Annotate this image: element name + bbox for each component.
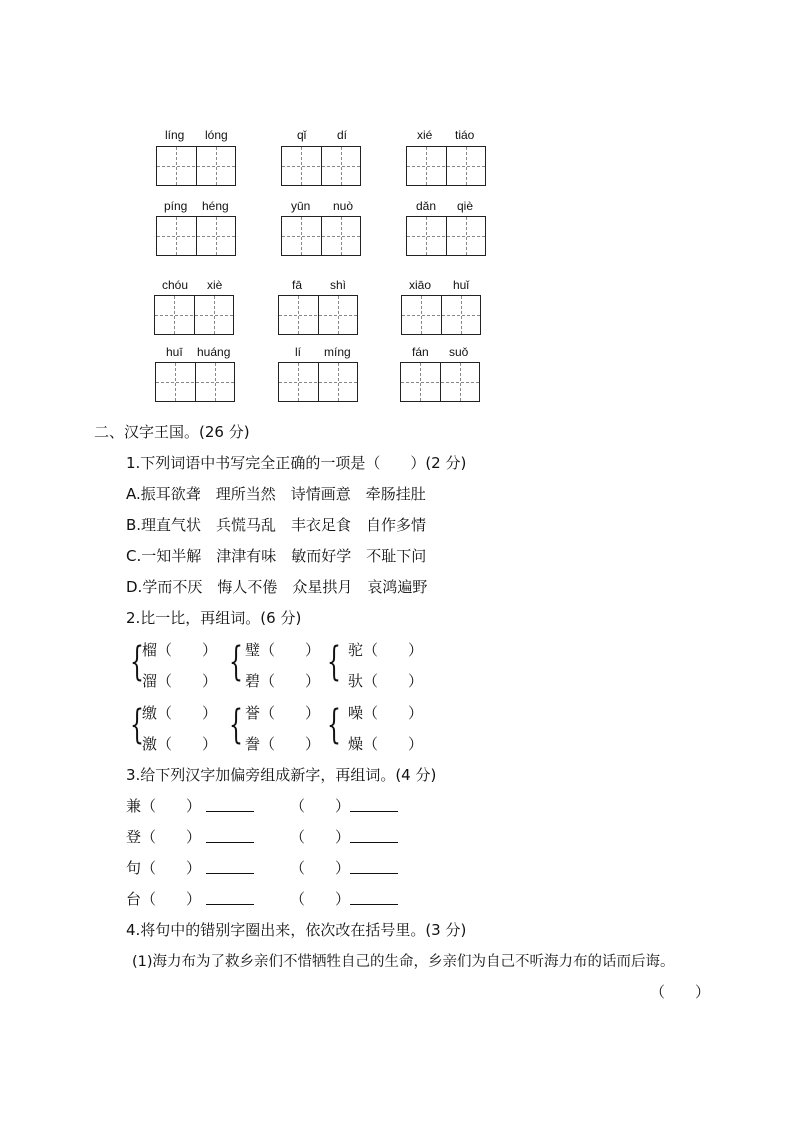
writing-grid[interactable] (154, 295, 234, 335)
answer-blank[interactable] (350, 811, 398, 812)
writing-grid[interactable] (401, 295, 481, 335)
answer-blank[interactable] (206, 904, 254, 905)
pinyin: lí (295, 345, 301, 359)
option-d: D.学而不厌 悔人不倦 众星拱月 哀鸿遍野 (126, 578, 428, 596)
question-1-stem: 1.下列词语中书写完全正确的一项是（ ）(2 分) (126, 454, 467, 472)
pinyin: píng (164, 199, 188, 213)
compare-item: 誊（ ） (245, 735, 321, 753)
section-title: 二、汉字王国。(26 分) (94, 423, 250, 441)
writing-grid[interactable] (156, 146, 236, 186)
compare-item: 驼（ ） (348, 641, 424, 659)
answer-blank[interactable] (350, 842, 398, 843)
radical-item: （ ） (290, 797, 351, 815)
compare-item: 燥（ ） (348, 735, 424, 753)
pinyin: qiè (457, 199, 474, 213)
radical-item: 登（ ） (126, 828, 202, 846)
pinyin: dí (337, 128, 348, 142)
compare-item: 碧（ ） (245, 672, 321, 690)
answer-blank[interactable] (206, 873, 254, 874)
answer-blank[interactable] (206, 811, 254, 812)
writing-grid[interactable] (281, 216, 361, 256)
pinyin: nuò (333, 199, 354, 213)
radical-item: （ ） (290, 828, 351, 846)
pinyin: lóng (205, 128, 228, 142)
compare-item: 榴（ ） (142, 641, 218, 659)
compare-item: 誉（ ） (245, 704, 321, 722)
pinyin: suǒ (449, 345, 469, 359)
compare-item: 驮（ ） (348, 672, 424, 690)
pinyin: tiáo (455, 128, 475, 142)
answer-blank[interactable] (350, 904, 398, 905)
question-2-stem: 2.比一比，再组词。(6 分) (126, 609, 302, 627)
option-b: B.理直气状 兵慌马乱 丰衣足食 自作多情 (126, 516, 427, 534)
option-c: C.一知半解 津津有味 敏而好学 不耻下问 (126, 547, 427, 565)
answer-box[interactable]: （ ） (650, 983, 711, 1001)
pinyin: huáng (197, 345, 231, 359)
pinyin: dǎn (416, 199, 437, 213)
brace: { (229, 639, 243, 685)
writing-grid[interactable] (156, 216, 236, 256)
pinyin: fā (292, 278, 303, 292)
brace: { (229, 702, 243, 748)
compare-item: 缴（ ） (142, 704, 218, 722)
compare-item: 噪（ ） (348, 704, 424, 722)
pinyin: huǐ (453, 278, 470, 292)
brace: { (327, 702, 341, 748)
pinyin: héng (202, 199, 229, 213)
pinyin: huī (166, 345, 183, 359)
pinyin: chóu (162, 278, 189, 292)
brace: { (130, 639, 144, 685)
compare-item: 溜（ ） (142, 672, 218, 690)
pinyin: qǐ (297, 128, 307, 142)
radical-item: 兼（ ） (126, 797, 202, 815)
radical-item: （ ） (290, 859, 351, 877)
writing-grid[interactable] (155, 362, 235, 402)
answer-blank[interactable] (206, 842, 254, 843)
question-3-stem: 3.给下列汉字加偏旁组成新字，再组词。(4 分) (126, 766, 437, 784)
option-a: A.振耳欲聋 理所当然 诗情画意 牵肠挂肚 (126, 485, 426, 503)
writing-grid[interactable] (278, 295, 358, 335)
pinyin: míng (324, 345, 351, 359)
question-4-sentence: (1)海力布为了救乡亲们不惜牺牲自己的生命，乡亲们为自己不听海力布的话而后诲。 (132, 954, 675, 970)
compare-item: 激（ ） (142, 735, 218, 753)
brace: { (327, 639, 341, 685)
radical-item: 台（ ） (126, 890, 202, 908)
writing-grid[interactable] (278, 362, 358, 402)
question-4-stem: 4.将句中的错别字圈出来，依次改在括号里。(3 分) (126, 921, 467, 939)
writing-grid[interactable] (406, 146, 486, 186)
radical-item: 句（ ） (126, 859, 202, 877)
answer-blank[interactable] (350, 873, 398, 874)
pinyin: xiāo (409, 278, 432, 292)
pinyin: yūn (291, 199, 311, 213)
writing-grid[interactable] (400, 362, 480, 402)
pinyin: xié (417, 128, 433, 142)
pinyin: líng (165, 128, 185, 142)
radical-item: （ ） (290, 890, 351, 908)
pinyin: shì (330, 278, 347, 292)
brace: { (130, 702, 144, 748)
writing-grid[interactable] (406, 216, 486, 256)
pinyin: fán (412, 345, 429, 359)
writing-grid[interactable] (281, 146, 361, 186)
compare-item: 璧（ ） (245, 641, 321, 659)
pinyin: xiè (207, 278, 223, 292)
